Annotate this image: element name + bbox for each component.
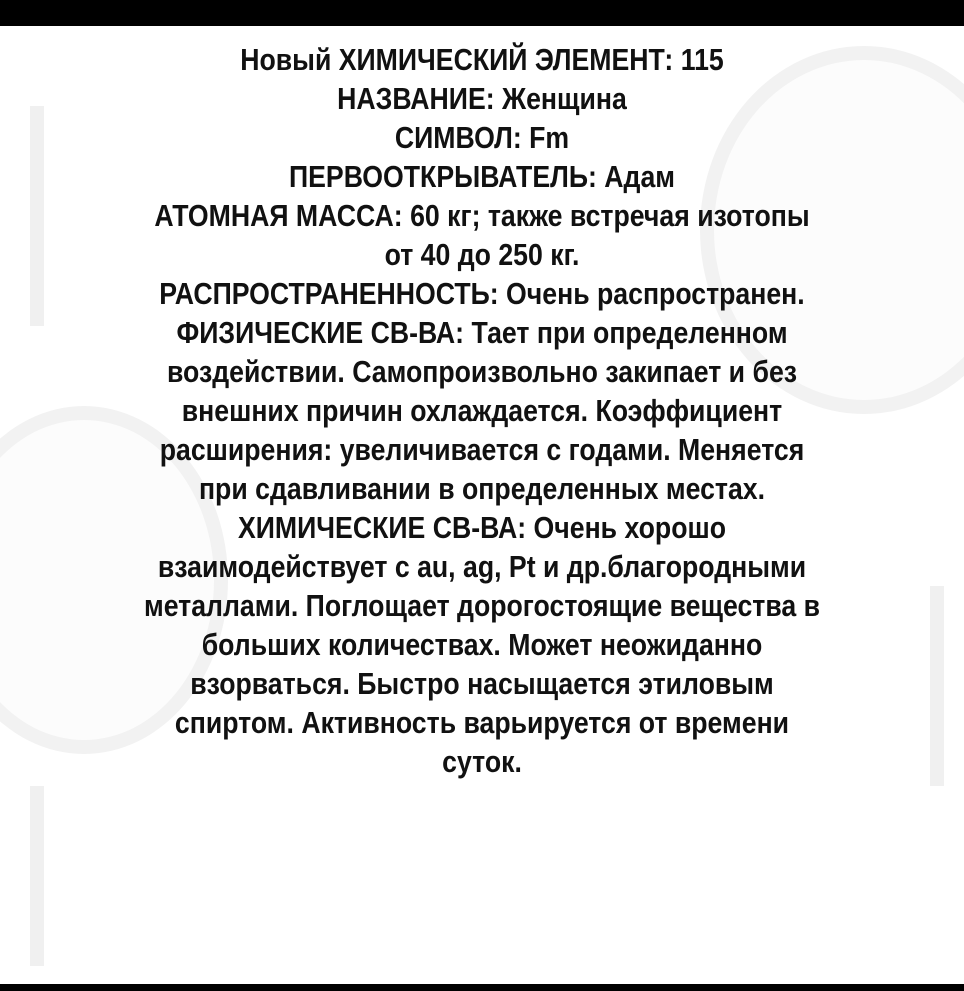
text-line: АТОМНАЯ МАССА: 60 кг; также встречая изотопы: [154, 198, 810, 233]
text-line: при сдавливании в определенных местах.: [198, 471, 766, 506]
text-line: внешних причин охлаждается. Коэффициент: [181, 393, 783, 428]
text-line: РАСПРОСТРАНЕННОСТЬ: Очень распространен.: [159, 276, 805, 311]
bottom-border: [0, 984, 964, 991]
text-line: взорваться. Быстро насыщается этиловым: [190, 666, 774, 701]
chemical-element-joke-text: [67, 40, 896, 781]
text-line: ФИЗИЧЕСКИЕ СВ-ВА: Тает при определенном: [176, 315, 788, 350]
text-line: СИМВОЛ: Fm: [394, 120, 570, 155]
text-line: от 40 до 250 кг.: [384, 237, 580, 272]
text-line: НАЗВАНИЕ: Женщина: [337, 81, 627, 116]
watermark-stripe: [30, 786, 44, 966]
text-line: Новый ХИМИЧЕСКИЙ ЭЛЕМЕНТ: 115: [240, 42, 724, 77]
meme-card: [0, 26, 964, 984]
text-line: взаимодействует с au, ag, Pt и др.благородными: [157, 549, 807, 584]
text-line: расширения: увеличивается с годами. Меняется: [159, 432, 805, 467]
text-line: больших количествах. Может неожиданно: [201, 627, 763, 662]
text-line: суток.: [442, 744, 522, 779]
watermark-stripe: [30, 106, 44, 326]
text-line: спиртом. Активность варьируется от времени: [174, 705, 790, 740]
text-line: ХИМИЧЕСКИЕ СВ-ВА: Очень хорошо: [237, 510, 727, 545]
text-line: металлами. Поглощает дорогостоящие вещества в: [143, 588, 821, 623]
text-line: воздействии. Самопроизвольно закипает и без: [166, 354, 798, 389]
text-line: ПЕРВООТКРЫВАТЕЛЬ: Адам: [288, 159, 676, 194]
watermark-stripe: [930, 586, 944, 786]
